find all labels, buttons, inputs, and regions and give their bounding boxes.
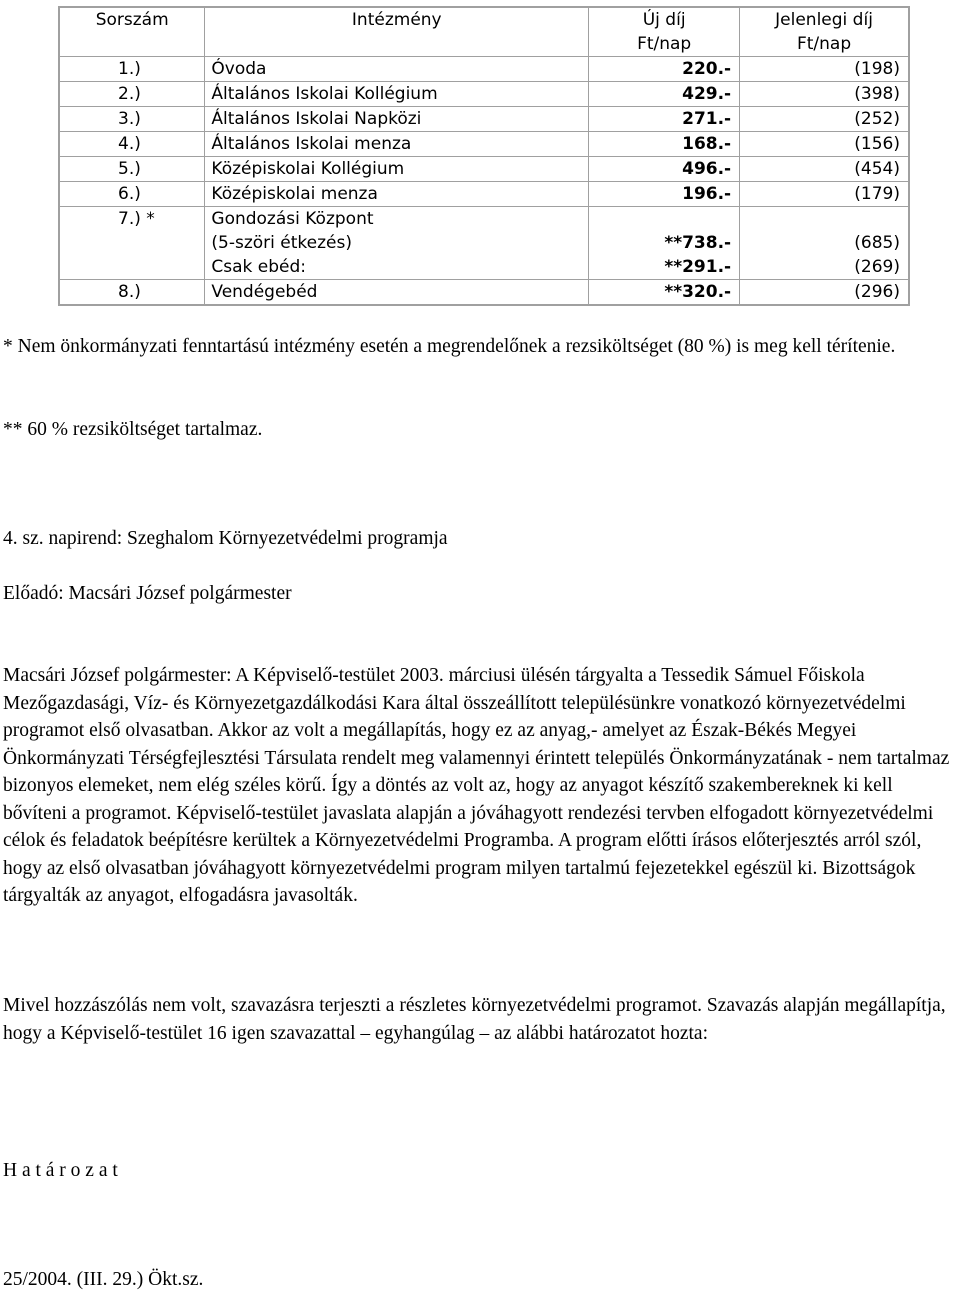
row-institution: Középiskolai Kollégium — [205, 157, 589, 182]
row-institution-line2: (5-szöri étkezés) — [211, 233, 352, 253]
row-new-fee: 271.- — [589, 107, 740, 132]
row-number: 5.) — [59, 157, 205, 182]
row-institution: Általános Iskolai Kollégium — [205, 82, 589, 107]
row-current-fee: (198) — [740, 57, 909, 82]
body-paragraph-1 — [3, 662, 958, 910]
row-number: 8.) — [59, 280, 205, 306]
agenda-title-text: 4. sz. napirend: Szeghalom Környezetvédelmi programja — [3, 528, 448, 549]
row-new-fee: 196.- — [589, 182, 740, 207]
table-header-row — [59, 7, 909, 57]
footnote-2 — [3, 416, 958, 444]
row-new-fee: 429.- — [589, 82, 740, 107]
row-number: 6.) — [59, 182, 205, 207]
row-number: 7.) * — [59, 207, 205, 280]
row-new-fee: 220.- — [589, 57, 740, 82]
row-number: 1.) — [59, 57, 205, 82]
resolution-number-text: 25/2004. (III. 29.) Ökt.sz. — [3, 1269, 204, 1290]
row-number: 2.) — [59, 82, 205, 107]
body-paragraph-1-text: Macsári József polgármester: A Képviselő-testület 2003. márciusi ülésén tárgyalta a Tessedik Sámuel Főiskola Mezőgazdasági, Víz- és Környezetgazdálkodási Kara által összeállított településünkre vonatkozó környezetvédelmi programot első olvasatban. Akkor az volt a megállapítás, hogy ez az anyag,- amelyet az Észak-Békés Megyei Önkormányzati Térségfejlesztési Társulata rendelt meg valamennyi érintett település Önkormányzatának - nem tartalmaz bizonyos elemeket, nem elég széles körű. Így a döntés az volt az, hogy az anyagot készítő szakembereknek ki kell bővíteni a programot. Képviselő-testület javaslata alapján a jóváhagyott rendezési tervben elfogadott környezetvédelmi célok és feladatok beépítésre kerültek a Környezetvédelmi Programba. A program előtti írásos előterjesztés arról szól, hogy az első olvasatban jóváhagyott környezetvédelmi program milyen tartalmú fejezetekkel egészül ki. Bizottságok tárgyalták az anyagot, elfogadásra javasolták. — [3, 665, 950, 906]
table-row — [59, 207, 909, 280]
footnote-1-text: * Nem önkormányzati fenntartású intézmény esetén a megrendelőnek a rezsiköltséget (80 %) is meg kell térítenie. — [3, 336, 896, 357]
row-institution: Általános Iskolai Napközi — [205, 107, 589, 132]
row-number: 4.) — [59, 132, 205, 157]
row-institution-line3: Csak ebéd: — [211, 257, 307, 277]
row-new-fee-line3: **291.- — [664, 257, 732, 277]
row-institution-line1: Gondozási Központ — [211, 209, 374, 229]
row-new-fee: 496.- — [589, 157, 740, 182]
body-paragraph-2 — [3, 992, 958, 1047]
row-new-fee: 168.- — [589, 132, 740, 157]
header-uj-dij-line1: Új díj — [642, 10, 686, 30]
row-new-fee-line2: **738.- — [664, 233, 732, 253]
row-current-fee: (454) — [740, 157, 909, 182]
table-row — [59, 182, 909, 207]
table-row — [59, 132, 909, 157]
table-row — [59, 82, 909, 107]
footnote-2-text: ** 60 % rezsiköltséget tartalmaz. — [3, 419, 263, 440]
resolution-number — [3, 1266, 958, 1294]
row-new-fee — [589, 207, 740, 280]
table-row — [59, 280, 909, 306]
table-row — [59, 107, 909, 132]
header-uj-dij-line2: Ft/nap — [637, 34, 692, 54]
agenda-presenter — [3, 580, 958, 608]
row-current-fee-line3: (269) — [854, 257, 900, 277]
agenda-presenter-text: Előadó: Macsári József polgármester — [3, 583, 292, 604]
row-number: 3.) — [59, 107, 205, 132]
row-institution: Középiskolai menza — [205, 182, 589, 207]
row-current-fee: (296) — [740, 280, 909, 306]
row-current-fee-line2: (685) — [854, 233, 900, 253]
header-intezmeny: Intézmény — [205, 7, 589, 57]
agenda-title — [3, 525, 958, 553]
table-row — [59, 157, 909, 182]
fee-table — [58, 6, 910, 306]
fee-table-container — [58, 6, 910, 306]
resolution-heading — [3, 1157, 958, 1185]
row-new-fee: **320.- — [589, 280, 740, 306]
row-current-fee: (179) — [740, 182, 909, 207]
table-row — [59, 57, 909, 82]
body-paragraph-2-text: Mivel hozzászólás nem volt, szavazásra terjeszti a részletes környezetvédelmi programot. Szavazás alapján megállapítja, hogy a Képviselő-testület 16 igen szavazattal – egyhangúlag – az alábbi határozatot hozta: — [3, 995, 946, 1044]
header-sorszam: Sorszám — [59, 7, 205, 57]
header-jelenlegi-dij — [740, 7, 909, 57]
header-jelenlegi-dij-line1: Jelenlegi díj — [775, 10, 873, 30]
row-institution: Általános Iskolai menza — [205, 132, 589, 157]
resolution-heading-text: H a t á r o z a t — [3, 1160, 118, 1181]
footnote-1 — [3, 333, 958, 361]
row-institution: Óvoda — [205, 57, 589, 82]
row-current-fee: (252) — [740, 107, 909, 132]
header-jelenlegi-dij-line2: Ft/nap — [796, 34, 852, 54]
header-uj-dij — [589, 7, 740, 57]
row-institution: Vendégebéd — [205, 280, 589, 306]
row-current-fee — [740, 207, 909, 280]
row-current-fee: (156) — [740, 132, 909, 157]
row-current-fee: (398) — [740, 82, 909, 107]
row-institution — [205, 207, 589, 280]
